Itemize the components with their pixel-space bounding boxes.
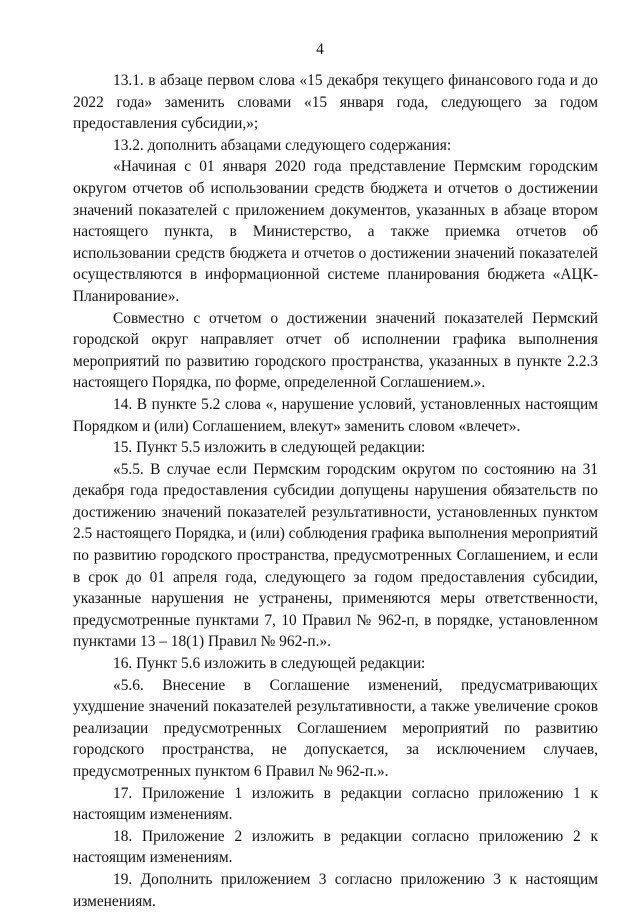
paragraph-13-2: 13.2. дополнить абзацами следующего содержания: <box>113 136 452 154</box>
paragraph-19: 19. Дополнить приложением 3 согласно приложению 3 к настоящим изменениям. <box>73 870 598 910</box>
paragraph-17: 17. Приложение 1 изложить в редакции согласно приложению 1 к настоящим изменениям. <box>73 784 598 824</box>
paragraph-16: 16. Пункт 5.6 изложить в следующей редакции: <box>113 655 426 673</box>
paragraph-18: 18. Приложение 2 изложить в редакции согласно приложению 2 к настоящим изменениям. <box>73 827 598 867</box>
document-body <box>73 70 598 912</box>
paragraph-5-6: «5.6. Внесение в Соглашение изменений, предусматривающих ухудшение значений показателей результативности, а также увеличение сроков реализации предусмотренных Соглашением мероприятий по развитию городского пространства, не допускается, за исключением случаев, предусмотренных пунктом 6 Правил № 962-п.». <box>73 676 598 780</box>
paragraph-15: 15. Пункт 5.5 изложить в следующей редакции: <box>113 439 426 457</box>
paragraph-5-5: «5.5. В случае если Пермским городским округом по состоянию на 31 декабря года предоставления субсидии допущены нарушения обязательств по достижению значений показателей результативности, установленных пунктом 2.5 настоящего Порядка, и (или) соблюдения графика выполнения мероприятий по развитию городского пространства, предусмотренных Соглашением, и если в срок до 01 апреля года, следующего за годом предоставления субсидии, указанные нарушения не устранены, применяются меры ответственности, предусмотренные пунктами 7, 10 Правил № 962-п, в порядке, установленном пунктами 13 – 18(1) Правил № 962-п.». <box>73 460 598 651</box>
page-number: 4 <box>316 41 324 58</box>
paragraph-13-1: 13.1. в абзаце первом слова «15 декабря текущего финансового года и до 2022 года» заменить словами «15 января года, следующего за годом предоставления субсидии,»; <box>73 72 598 133</box>
paragraph-quote-start: «Начиная с 01 января 2020 года представление Пермским городским округом отчетов об использовании средств бюджета и отчетов о достижении значений показателей с приложением документов, указанных в абзаце втором настоящего пункта, в Министерство, а также приемка отчетов об использовании средств бюджета и отчетов о достижении значений показателей осуществляются в информационной системе планирования бюджета «АЦК-Планирование». <box>73 158 598 305</box>
paragraph-14: 14. В пункте 5.2 слова «, нарушение условий, установленных настоящим Порядком и (или) Соглашением, влекут» заменить словом «влечет». <box>73 395 598 435</box>
paragraph-quote-end: Совместно с отчетом о достижении значений показателей Пермский городской округ направляет отчет об исполнении графика выполнения мероприятий по развитию городского пространства, указанных в пункте 2.2.3 настоящего Порядка, по форме, определенной Соглашением.». <box>73 309 598 392</box>
